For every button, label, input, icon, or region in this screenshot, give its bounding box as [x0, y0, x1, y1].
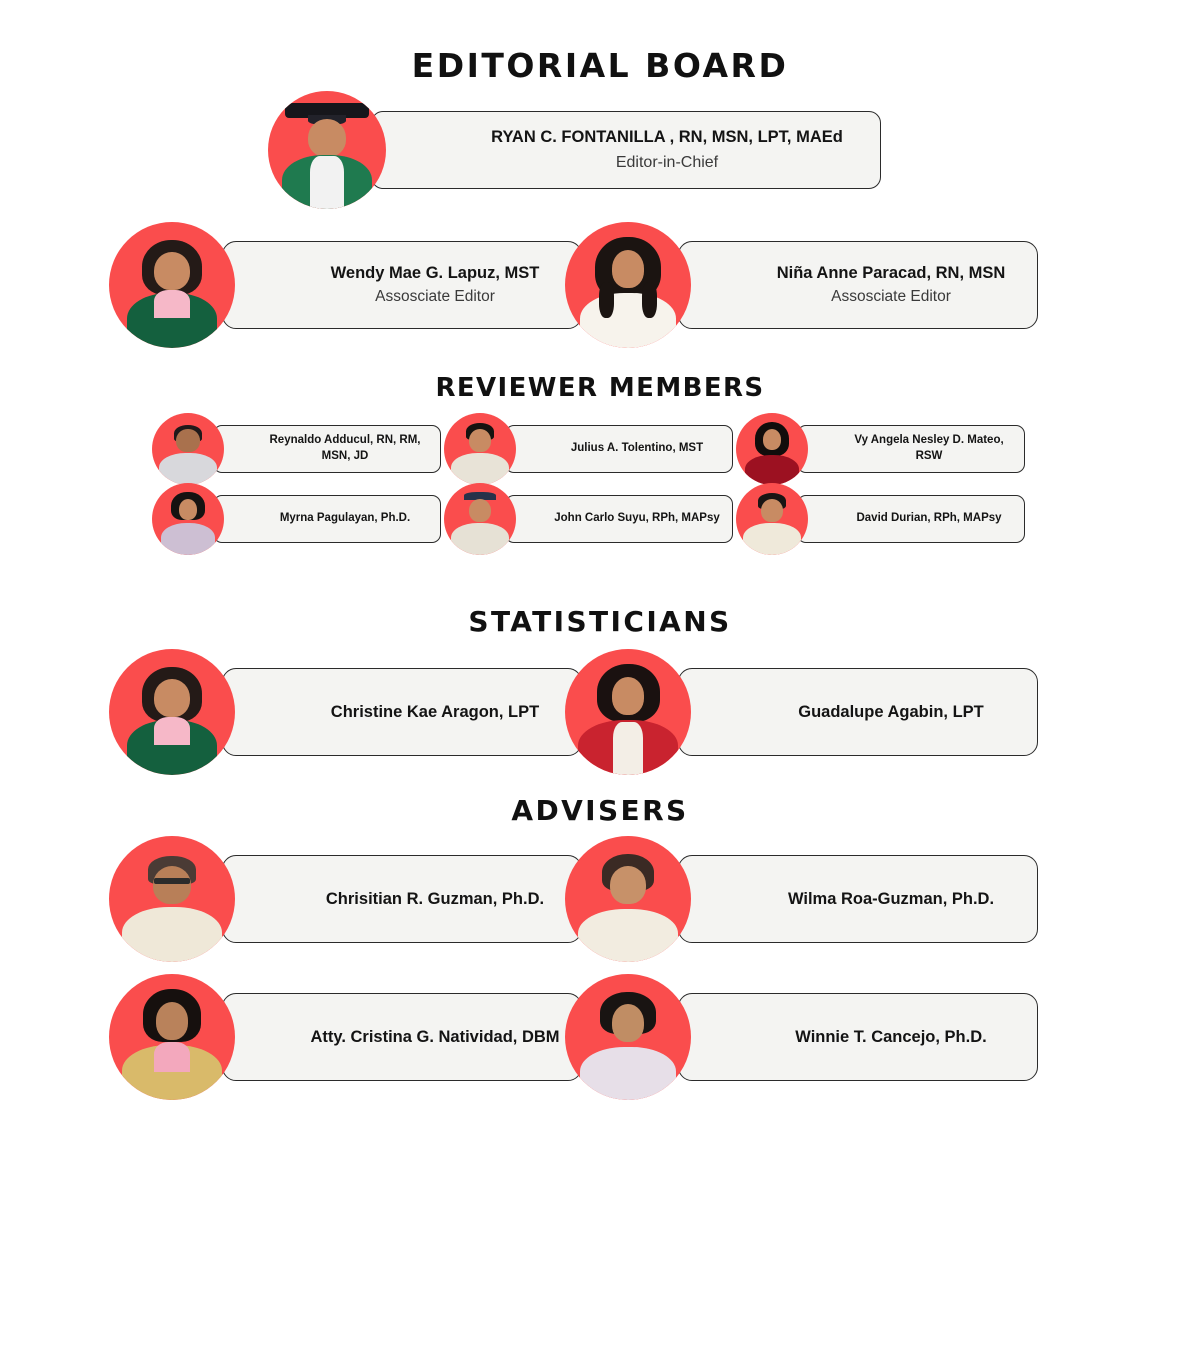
person-card-reviewer-4	[213, 495, 441, 543]
person-card-text	[214, 511, 440, 527]
person-role: Assosciate Editor	[375, 288, 495, 306]
person-card-reviewer-1	[213, 425, 441, 473]
portrait-avatar-image	[268, 91, 386, 209]
person-card-text	[506, 441, 732, 457]
person-card-reviewer-5	[505, 495, 733, 543]
portrait-avatar	[565, 222, 691, 348]
portrait-avatar-image	[565, 974, 691, 1100]
portrait-avatar-image	[565, 222, 691, 348]
portrait-avatar-image	[109, 649, 235, 775]
advisers-row-2	[0, 993, 1200, 1081]
person-card-text	[223, 1026, 581, 1048]
person-name: RYAN C. FONTANILLA , RN, MSN, LPT, MAEd	[491, 128, 843, 147]
person-name: Atty. Cristina G. Natividad, DBM	[310, 1027, 560, 1046]
person-name: Myrna Pagulayan, Ph.D.	[279, 512, 411, 525]
portrait-avatar	[565, 836, 691, 962]
person-card-reviewer-2	[505, 425, 733, 473]
person-card-text	[223, 701, 581, 723]
portrait-avatar	[444, 483, 516, 555]
person-card-adviser-1	[222, 855, 582, 943]
person-role: Editor-in-Chief	[615, 154, 719, 172]
person-name: Niña Anne Paracad, RN, MSN	[776, 263, 1006, 282]
person-card-text	[679, 888, 1037, 910]
portrait-avatar-image	[152, 483, 224, 555]
person-card-text	[798, 433, 1024, 464]
portrait-avatar	[152, 413, 224, 485]
reviewer-members-row-2	[175, 495, 1025, 543]
person-name: David Durian, RPh, MAPsy	[856, 512, 1002, 525]
person-name: Chrisitian R. Guzman, Ph.D.	[325, 889, 545, 908]
person-card-associate-editor-2	[678, 241, 1038, 329]
person-card-text	[223, 888, 581, 910]
advisers-row-1	[0, 855, 1200, 943]
portrait-avatar-image	[565, 649, 691, 775]
portrait-avatar-image	[736, 483, 808, 555]
portrait-avatar	[109, 222, 235, 348]
editor-in-chief-row	[0, 111, 1200, 189]
portrait-avatar-image	[736, 413, 808, 485]
person-name: Vy Angela Nesley D. Mateo, RSW	[854, 434, 1004, 462]
portrait-avatar-image	[109, 836, 235, 962]
person-card-adviser-2	[678, 855, 1038, 943]
person-name: Wilma Roa-Guzman, Ph.D.	[787, 889, 995, 908]
portrait-avatar	[109, 649, 235, 775]
portrait-avatar-image	[444, 413, 516, 485]
advisers-grid	[0, 855, 1200, 1081]
portrait-avatar	[565, 649, 691, 775]
portrait-avatar	[152, 483, 224, 555]
page-title: EDITORIAL BOARD	[411, 46, 789, 85]
person-card-text	[372, 126, 880, 174]
person-card-text	[506, 511, 732, 527]
portrait-avatar-image	[565, 836, 691, 962]
person-card-text	[798, 511, 1024, 527]
portrait-avatar	[268, 91, 386, 209]
person-card-reviewer-6	[797, 495, 1025, 543]
portrait-avatar-image	[444, 483, 516, 555]
person-name: John Carlo Suyu, RPh, MAPsy	[554, 512, 720, 525]
portrait-avatar-image	[109, 974, 235, 1100]
person-card-text	[223, 262, 581, 308]
portrait-avatar-image	[152, 413, 224, 485]
statisticians-row	[0, 668, 1200, 756]
person-name: Wendy Mae G. Lapuz, MST	[330, 263, 540, 282]
person-card-editor-in-chief	[371, 111, 881, 189]
portrait-avatar	[736, 413, 808, 485]
person-card-adviser-3	[222, 993, 582, 1081]
portrait-avatar	[565, 974, 691, 1100]
person-card-text	[214, 433, 440, 464]
section-title-reviewer-members: REVIEWER MEMBERS	[435, 373, 765, 403]
person-name: Guadalupe Agabin, LPT	[798, 702, 984, 721]
reviewer-members-grid	[0, 425, 1200, 543]
person-card-text	[679, 1026, 1037, 1048]
person-name: Christine Kae Aragon, LPT	[330, 702, 540, 721]
person-card-associate-editor-1	[222, 241, 582, 329]
person-card-text	[679, 701, 1037, 723]
person-card-text	[679, 262, 1037, 308]
person-name: Reynaldo Adducul, RN, RM, MSN, JD	[269, 434, 421, 462]
section-title-statisticians: STATISTICIANS	[468, 605, 732, 638]
person-role: Assosciate Editor	[831, 288, 951, 306]
portrait-avatar-image	[109, 222, 235, 348]
person-card-statistician-1	[222, 668, 582, 756]
portrait-avatar	[736, 483, 808, 555]
reviewer-members-row-1	[175, 425, 1025, 473]
person-name: Winnie T. Cancejo, Ph.D.	[795, 1027, 987, 1046]
section-title-advisers: ADVISERS	[511, 794, 689, 827]
portrait-avatar	[444, 413, 516, 485]
person-name: Julius A. Tolentino, MST	[570, 442, 704, 455]
portrait-avatar	[109, 836, 235, 962]
associate-editors-row	[0, 241, 1200, 329]
person-card-adviser-4	[678, 993, 1038, 1081]
person-card-reviewer-3	[797, 425, 1025, 473]
portrait-avatar	[109, 974, 235, 1100]
person-card-statistician-2	[678, 668, 1038, 756]
